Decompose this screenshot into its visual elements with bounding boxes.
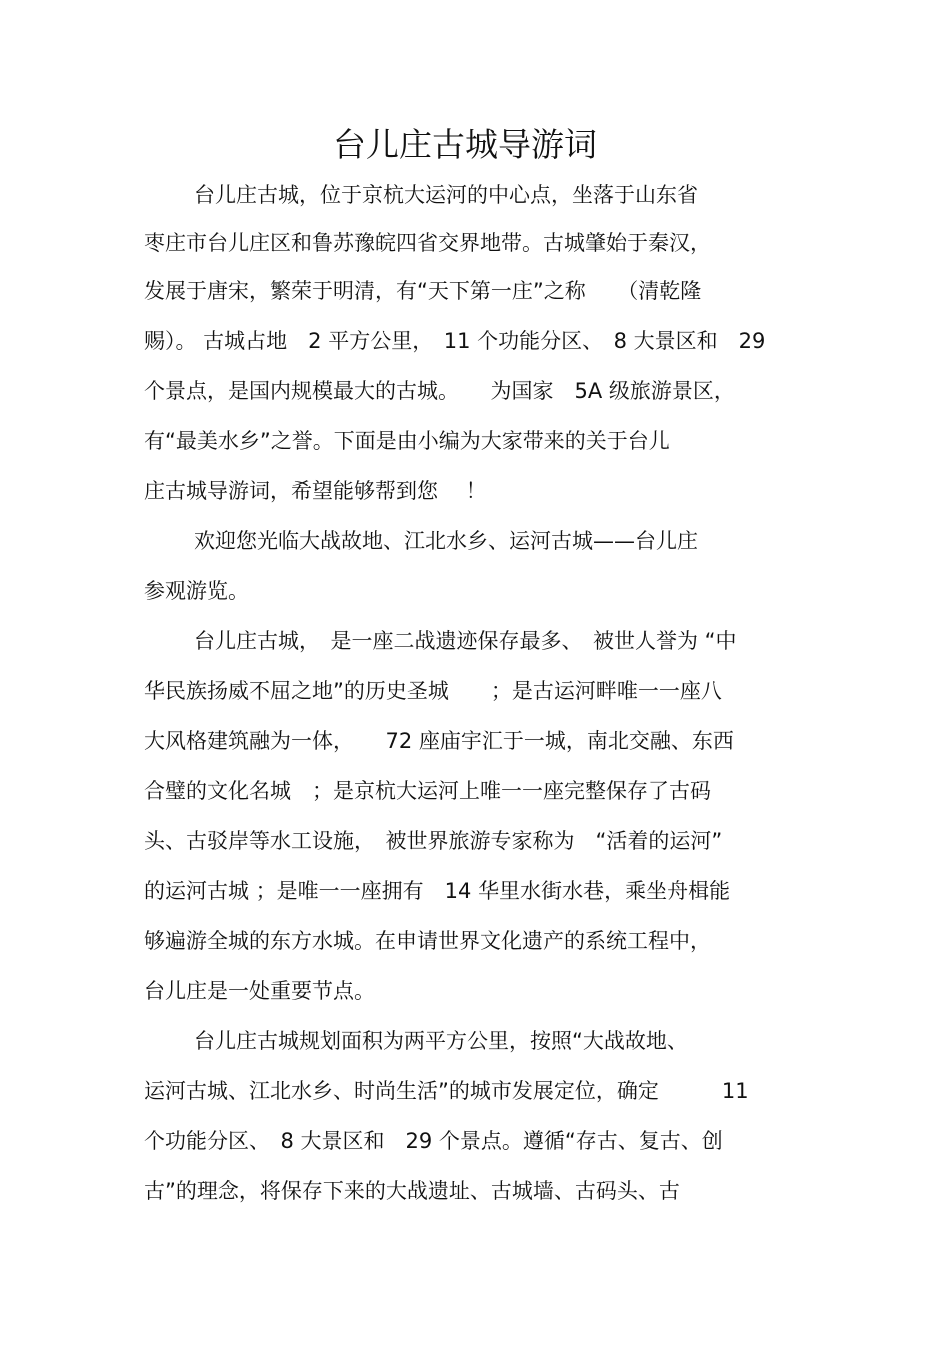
paragraph-line: 赐）。 古城占地 2 平方公里， 11 个功能分区、 8 大景区和 29 — [144, 329, 766, 353]
paragraph-line: 发展于唐宋，繁荣于明清，有“天下第一庄”之称 （清乾隆 — [144, 279, 702, 303]
paragraph-line: 的运河古城 ；是唯一一座拥有 14 华里水街水巷，乘坐舟楫能 — [144, 879, 731, 903]
paragraph-line: 运河古城、江北水乡、时尚生活”的城市发展定位，确定 11 — [144, 1079, 749, 1103]
paragraph-line: 有“最美水乡”之誉。下面是由小编为大家带来的关于台儿 — [144, 429, 670, 453]
paragraph-line: 华民族扬威不屈之地”的历史圣城 ；是古运河畔唯一一座八 — [144, 679, 722, 703]
paragraph-line: 欢迎您光临大战故地、江北水乡、运河古城——台儿庄 — [194, 529, 698, 553]
paragraph-line: 个景点，是国内规模最大的古城。 为国家 5A 级旅游景区， — [144, 379, 735, 403]
paragraph-line: 台儿庄古城， 是一座二战遗迹保存最多、 被世人誉为 “中 — [194, 629, 737, 653]
paragraph-line: 个功能分区、 8 大景区和 29 个景点。遵循“存古、复古、创 — [144, 1129, 723, 1153]
document-title: 台儿庄古城导游词 — [333, 125, 597, 164]
paragraph-line: 台儿庄古城规划面积为两平方公里，按照“大战故地、 — [194, 1029, 688, 1053]
paragraph-line: 合璧的文化名城 ；是京杭大运河上唯一一座完整保存了古码 — [144, 779, 711, 803]
paragraph-line: 庄古城导游词，希望能够帮到您 ！ — [144, 479, 487, 503]
paragraph-line: 大风格建筑融为一体， 72 座庙宇汇于一城，南北交融、东西 — [144, 729, 734, 753]
paragraph-line: 头、古驳岸等水工设施， 被世界旅游专家称为 “活着的运河” — [144, 829, 723, 853]
paragraph-line: 古”的理念，将保存下来的大战遗址、古城墙、古码头、古 — [144, 1179, 680, 1203]
paragraph-line: 够遍游全城的东方水城。在申请世界文化遗产的系统工程中， — [144, 929, 711, 953]
paragraph-line: 参观游览。 — [144, 579, 249, 603]
paragraph-line: 枣庄市台儿庄区和鲁苏豫皖四省交界地带。古城肇始于秦汉， — [144, 231, 711, 255]
paragraph-line: 台儿庄是一处重要节点。 — [144, 979, 375, 1003]
paragraph-line: 台儿庄古城，位于京杭大运河的中心点，坐落于山东省 — [194, 183, 698, 207]
